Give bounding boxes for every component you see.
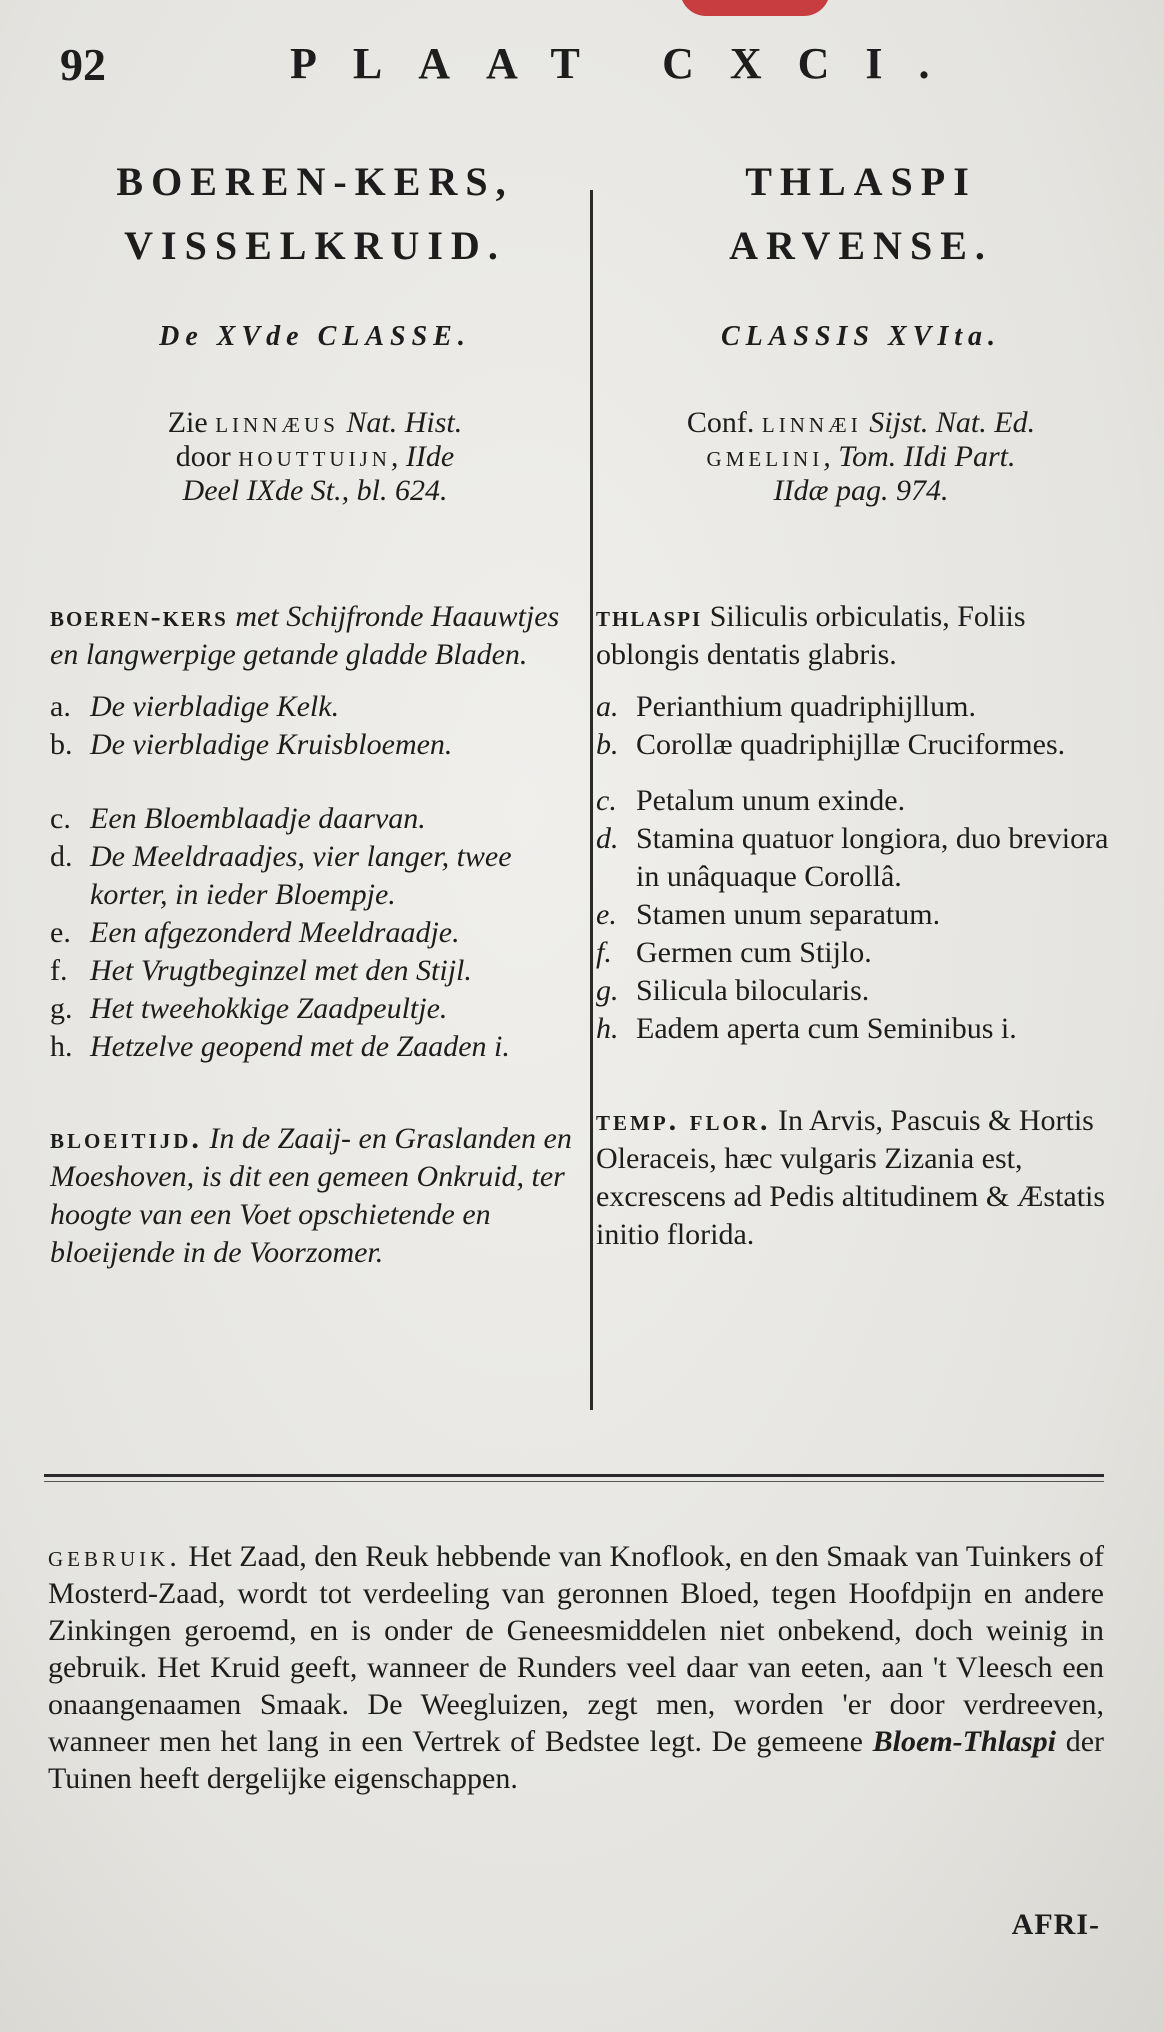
part-text: Germen cum Stijlo. [636,936,872,969]
list-item [50,726,580,764]
part-letter: f. [50,954,68,987]
list-item [50,952,580,990]
part-text: De vierbladige Kruisbloemen. [90,728,453,761]
right-ref-editor: gmelini [706,440,824,473]
right-title-line-1: THLASPI [745,159,977,204]
list-item [596,1010,1126,1048]
part-letter: f. [596,936,612,969]
list-item [50,990,580,1028]
section-divider-thin [44,1481,1104,1482]
part-letter: d. [596,822,619,855]
left-ref-part: , IIde [390,440,455,473]
right-description [596,598,1126,674]
left-ref-text: Zie [167,406,216,439]
part-text: Petalum unum exinde. [636,784,906,817]
right-parts-list [596,688,1126,1048]
left-description [50,598,580,674]
usage-lead: gebruik. [48,1540,181,1573]
part-text: Corollæ quadriphijllæ Cruciformes. [636,728,1066,761]
part-letter: b. [50,728,73,761]
right-ref-author: linnæi [761,406,862,439]
part-text: Het Vrugtbeginzel met den Stijl. [90,954,472,987]
left-flowering-time [50,1120,580,1272]
list-gap [596,764,1126,782]
right-ref-work: Sijst. Nat. Ed. [861,406,1036,439]
list-item [596,782,1126,820]
left-ref-work: Nat. Hist. [338,406,463,439]
list-item [596,972,1126,1010]
part-text: De vierbladige Kelk. [90,690,340,723]
usage-paragraph [48,1538,1104,1797]
list-gap [50,764,580,782]
part-letter: g. [50,992,73,1025]
part-letter: a. [50,690,71,723]
part-letter: c. [596,784,617,817]
left-ref-volume: Deel IXde St., bl. 624. [182,474,448,507]
right-column [596,150,1126,1254]
part-letter: c. [50,802,71,835]
left-bloei-lead: bloeitijd. [50,1122,202,1155]
left-title-line-2: VISSELKRUID. [124,223,506,268]
right-reference [596,406,1126,508]
usage-emphasis: Bloem-Thlaspi [872,1725,1056,1758]
part-text: Een afgezonderd Meeldraadje. [90,916,460,949]
list-item [596,688,1126,726]
list-item [596,820,1126,896]
part-letter: b. [596,728,619,761]
left-reference [50,406,580,508]
right-bloei-lead: temp. flor. [596,1104,771,1137]
left-desc-text: met Schijfronde Haauwtjes en langwerpige getande gladde Bladen. [50,600,560,671]
left-parts-list [50,688,580,1066]
usage-text: Het Zaad, den Reuk hebbende van Knoflook, en den Smaak van Tuinkers of Mosterd-Zaad, wordt tot verdeeling van geronnen Bloed, tegen Hoofdpijn en andere Zinkingen geroemd, en is onder de Geneesmiddelen niet onbekend, doch weinig in gebruik. Het Kruid geeft, wanneer de Runders veel daar van eeten, aan 't Vleesch een onaangenaamen Smaak. De Weegluizen, zegt men, worden 'er door verdreeven, wanneer men het lang in een Vertrek of Bedstee legt. De gemeene [48,1540,1104,1758]
part-text: Silicula bilocularis. [636,974,870,1007]
part-text: Perianthium quadriphijllum. [636,690,976,723]
list-item [50,914,580,952]
left-ref-translator: houttuijn [238,440,391,473]
red-bookmark [680,0,830,16]
page-header [60,38,1100,98]
part-text: Een Bloemblaadje daarvan. [90,802,426,835]
left-desc-lead: boeren-kers [50,600,228,633]
left-title-line-1: BOEREN-KERS, [116,159,514,204]
right-bloei-text: In Arvis, Pascuis & Hortis Oleraceis, hæc vulgaris Zizania est, excrescens ad Pedis altitudinem & Æstatis initio florida. [596,1104,1106,1251]
right-desc-lead: thlaspi [596,600,703,633]
part-text: Eadem aperta cum Seminibus i. [636,1012,1017,1045]
right-classe: CLASSIS XVIta. [720,321,1002,352]
part-letter: g. [596,974,619,1007]
column-divider [590,190,593,1410]
section-divider [44,1474,1104,1477]
part-letter: a. [596,690,619,723]
right-title-line-2: ARVENSE. [729,223,993,268]
part-text: Stamina quatuor longiora, duo breviora in unâquaque Corollâ. [636,822,1109,893]
part-letter: h. [596,1012,619,1045]
right-flowering-time [596,1102,1126,1254]
list-item [50,838,580,914]
list-item [50,800,580,838]
catchword: AFRI- [1011,1908,1100,1941]
part-text: Stamen unum separatum. [636,898,941,931]
list-item [596,934,1126,972]
left-classe: De XVde CLASSE. [159,321,471,352]
page-number: 92 [60,39,106,90]
running-title: PLAAT CXCI. [290,39,966,88]
right-desc-text: Siliculis orbiculatis, Foliis oblongis dentatis glabris. [596,600,1026,671]
right-ref-part: , Tom. IIdi Part. [823,440,1016,473]
part-letter: h. [50,1030,73,1063]
part-letter: d. [50,840,73,873]
part-text: Het tweehokkige Zaadpeultje. [90,992,448,1025]
part-text: De Meeldraadjes, vier langer, twee korter, in ieder Bloempje. [90,840,512,911]
list-item [596,726,1126,764]
right-ref-text: Conf. [686,406,762,439]
list-gap [50,782,580,800]
left-bloei-text: In de Zaaij- en Graslanden en Moeshoven, is dit een gemeen Onkruid, ter hoogte van een Voet opschietende en bloeijende in de Voorzomer. [50,1122,572,1269]
part-text: Hetzelve geopend met de Zaaden i. [90,1030,510,1063]
left-ref-text-2: door [175,440,239,473]
list-item [50,1028,580,1066]
list-item [50,688,580,726]
left-column [50,150,580,1272]
usage-text-end: der Tuinen heeft dergelijke eigenschappen. [48,1725,1105,1795]
list-item [596,896,1126,934]
left-ref-author: linnæus [215,406,339,439]
part-letter: e. [596,898,617,931]
right-ref-page: IIdæ pag. 974. [773,474,949,507]
part-letter: e. [50,916,71,949]
